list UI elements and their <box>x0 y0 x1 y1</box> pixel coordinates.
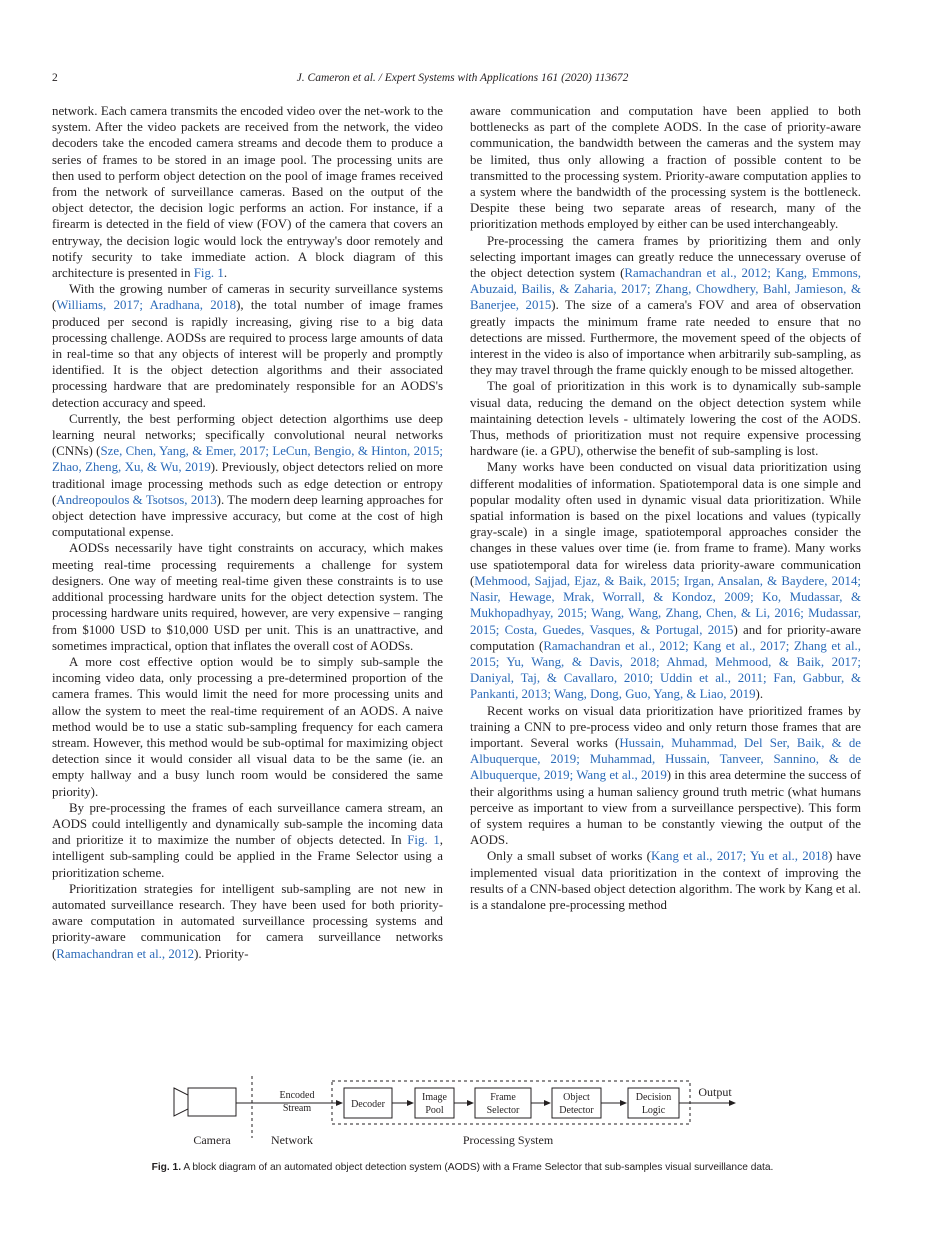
paragraph-text: ) and for priority-aware computation ( <box>470 622 861 653</box>
paragraph <box>52 654 443 800</box>
network-label: Network <box>271 1133 313 1147</box>
citation-link[interactable]: Ramachandran et al., 2012 <box>56 946 195 961</box>
paragraph <box>470 459 861 702</box>
aods-block-diagram <box>170 1070 790 1150</box>
output-label: Output <box>698 1085 732 1099</box>
paragraph-text: AODSs necessarily have tight constraints on accuracy, which makes meeting real-time processing requirements a challenge for system designers. One way of meeting real-time given these constraints is to use additional processing hardware units for the object detection system. The processing hardware units required, however, are very expensive – ranging from $1000 USD to $10,000 USD per unit. This is an unattractive, and sometimes impractical, option that inflates the overall cost of AODSs. <box>52 541 443 653</box>
paragraph-text: ) have implemented visual data prioritization in the context of improving the results of a CNN-based object detection algorithm. The work by Kang et al. is a standalone pre-processing method <box>470 849 861 912</box>
object-detector-label-1: Object <box>563 1092 590 1103</box>
citation-link[interactable]: Fig. 1 <box>193 266 224 281</box>
paragraph <box>470 233 861 379</box>
paragraph <box>470 848 861 913</box>
camera-body <box>188 1088 236 1116</box>
image-pool-label-2: Pool <box>425 1105 444 1116</box>
page-number: 2 <box>52 72 58 84</box>
paragraph <box>52 881 443 962</box>
citation-link[interactable]: Kang et al., 2017; Yu et al., 2018 <box>650 849 829 864</box>
paragraph <box>52 411 443 541</box>
camera-label: Camera <box>193 1133 231 1147</box>
camera-lens-icon <box>174 1088 188 1116</box>
paragraph <box>52 800 443 881</box>
encoded-stream-label-2: Stream <box>282 1103 312 1114</box>
frame-selector-label-2: Selector <box>486 1105 520 1116</box>
paragraph-text: A more cost effective option would be to simply sub-sample the incoming video data, only processing a pre-determined proportion of the camera frames. This would limit the need for more processing units and allow the system to meet the real-time requirement of an AODS. A naive method would be to use a static sub-sampling frequency for each camera stream. However, this method would be sub-optimal for maximizing object detection since it would consider all visual data to be the same (ie. an empty hallway and a busy lunch room would be considered the same priority). <box>52 654 443 799</box>
decision-logic-label-2: Logic <box>641 1105 666 1116</box>
encoded-stream-label-1: Encoded <box>279 1090 315 1101</box>
citation-link[interactable]: Andreopoulos & Tsotsos, 2013 <box>56 492 217 507</box>
paragraph-text: . <box>223 266 228 281</box>
paragraph <box>52 540 443 653</box>
object-detector-label-2: Detector <box>559 1105 594 1116</box>
figure-caption-text: A block diagram of an automated object detection system (AODS) with a Frame Selector that sub-samples visual surveillance data. <box>181 1162 774 1173</box>
image-pool-label-1: Image <box>422 1092 447 1103</box>
right-column <box>470 103 861 913</box>
paragraph-text: ) in this area determine the success of their algorithms using a human saliency ground truth metric (what humans perceive as important to view from a surveillance perspective). This form of system requires a human to be constantly viewing the output of the AODS. <box>470 768 861 848</box>
paragraph-text: network. Each camera transmits the encoded video over the net-work to the system. After the video packets are received from the network, the video decoders take the encoded camera streams and decode them to produce a series of frames to be stored in an image pool. The processing units are then used to perform object detection on the pool of image frames received from the network of surveillance cameras. Based on the output of the object detector, the decision logic performs an action. For instance, if a firearm is detected in the field of view (FOV) of the camera that covers an entryway, the decision logic would lock the entryway's door remotely and notify security to take immediate action. A block diagram of this architecture is presented in <box>52 104 443 281</box>
paragraph-text: , intelligent sub-sampling could be applied in the Frame Selector using a prioritization scheme. <box>52 833 443 880</box>
citation-link[interactable]: Sze, Chen, Yang, & Emer, 2017; LeCun, Bengio, & Hinton, 2015; Zhao, Zheng, Xu, & Wu, 2019 <box>52 444 443 475</box>
paragraph-text: ). Previously, object detectors relied on more traditional image processing methods such as edge detection or entropy ( <box>52 460 443 507</box>
decoder-label: Decoder <box>351 1099 385 1110</box>
processing-system-label: Processing System <box>462 1133 554 1147</box>
paragraph-text: Many works have been conducted on visual data prioritization using different modalities of information. Spatiotemporal data is one simple and popular modality often used in dynamic visual data prioritization. While spatial information is based on the pixel locations and values (typically gray-scale) in a single image, spatiotemporal approaches consider the changes in these values over time (ie. from frame to frame). Many works use spatiotemporal data for wireless data priority-aware communication ( <box>470 460 861 588</box>
figure-caption-label: Fig. 1. <box>151 1162 182 1173</box>
paragraph-text: ), the total number of image frames produced per second is rapidly increasing, giving rise to a big data processing challenge. AODSs are required to process large amounts of data in real-time so that any objects of interest will be properly and promptly identified. It is the object detection algorithms and their associated processing hardware that are predominately responsible for an AODS's detection accuracy and speed. <box>52 298 443 410</box>
paragraph <box>470 378 861 459</box>
citation-link[interactable]: Williams, 2017; Aradhana, 2018 <box>56 298 237 313</box>
paragraph-text: Prioritization strategies for intelligent sub-sampling are not new in automated surveillance research. They have been used for both priority-aware computation in automated surveillance processing systems and priority-aware communication for camera surveillance networks ( <box>52 881 443 961</box>
figure-caption <box>0 1162 925 1173</box>
paragraph-text: Only a small subset of works ( <box>487 849 651 864</box>
paragraph-text: ). The modern deep learning approaches for object detection have impressive accuracy, but come at the cost of high computational expense. <box>52 492 443 540</box>
paragraph-text: ). The size of a camera's FOV and area of observation greatly impacts the minimum frame rate needed to ensure that no detections are missed. Furthermore, the movement speed of the objects of interest in the video is also of importance when arbitrarily sub-sampling, as they may travel through the frame quickly enough to be missed altogether. <box>470 298 861 378</box>
frame-selector-label-1: Frame <box>490 1092 516 1103</box>
paragraph-text: ). Priority- <box>194 946 249 961</box>
paragraph <box>52 103 443 281</box>
citation-link[interactable]: Hussain, Muhammad, Del Ser, Baik, & de Albuquerque, 2019; Muhammad, Hussain, Tanveer, Sannino, & de Albuquerque, 2019; Wang et al., 2019 <box>470 735 861 783</box>
paragraph-text: aware communication and computation have been applied to both bottlenecks as part of the complete AODS. In the case of priority-aware communication, the bandwidth between the cameras and the system may be limited, thus only allowing a fraction of possible content to be transmitted to the processing system. Priority-aware computation applies to a system where the bandwidth of the processing system is the bottleneck. Despite these being two separate areas of research, many of the prioritization methods employed by either can be used interchangeably. <box>470 104 861 232</box>
running-title: J. Cameron et al. / Expert Systems with Applications 161 (2020) 113672 <box>296 72 629 84</box>
paragraph <box>470 703 861 849</box>
paragraph <box>470 103 861 233</box>
paragraph-text: Recent works on visual data prioritization have prioritized frames by training a CNN to pre-process video and only return those frames that are important. Several works ( <box>470 703 861 750</box>
paragraph-text: Currently, the best performing object detection algorthims use deep learning neural networks; specifically convolutional neural networks (CNNs) ( <box>52 411 443 459</box>
paragraph-text: With the growing number of cameras in security surveillance systems ( <box>52 282 443 313</box>
citation-link[interactable]: Mehmood, Sajjad, Ejaz, & Baik, 2015; Irgan, Ansalan, & Baydere, 2014; Nasir, Hewage, Mrak, Worrall, & Kondoz, 2009; Ko, Mudassar, & Mukhopadhyay, 2015; Wang, Wang, Zhang, Chen, & Li, 2016; Mudassar, 2015; Costa, Guedes, Vasques, & Portugal, 2015 <box>470 573 861 637</box>
left-column <box>52 103 443 962</box>
paragraph <box>52 281 443 411</box>
paragraph-text: Pre-processing the camera frames by prioritizing them and only selecting important images can greatly reduce the unnecessary overuse of the object detection system ( <box>470 233 861 281</box>
paragraph-text: ). <box>755 687 764 702</box>
decision-logic-label-1: Decision <box>635 1092 672 1103</box>
paragraph-text: By pre-processing the frames of each surveillance camera stream, an AODS could intelligently and dynamically sub-sample the incoming data and prioritize it to maximize the number of objects detected. In <box>52 800 443 848</box>
citation-link[interactable]: Fig. 1 <box>407 833 440 848</box>
citation-link[interactable]: Ramachandran et al., 2012; Kang, Emmons, Abuzaid, Bailis, & Zaharia, 2017; Zhang, Chowdhery, Bahl, Jamieson, & Banerjee, 2015 <box>470 266 861 313</box>
citation-link[interactable]: Ramachandran et al., 2012; Kang et al., 2017; Zhang et al., 2015; Yu, Wang, & Davis, 2018; Ahmad, Mehmood, & Baik, 2017; Daniyal, Taj, & Cavallaro, 2010; Uddin et al., 2011; Fan, Gabbur, & Pankanti, 2013; Wang, Dong, Guo, Yang, & Liao, 2019 <box>470 638 862 702</box>
paragraph-text: The goal of prioritization in this work is to dynamically sub-sample visual data, reducing the demand on the object detection system while maintaining detection levels - ultimately lowering the cost of the AODS. Thus, methods of prioritization must not require expensive processing hardware (ie. a GPU), otherwise the benefit of sub-sampling is lost. <box>470 379 861 459</box>
